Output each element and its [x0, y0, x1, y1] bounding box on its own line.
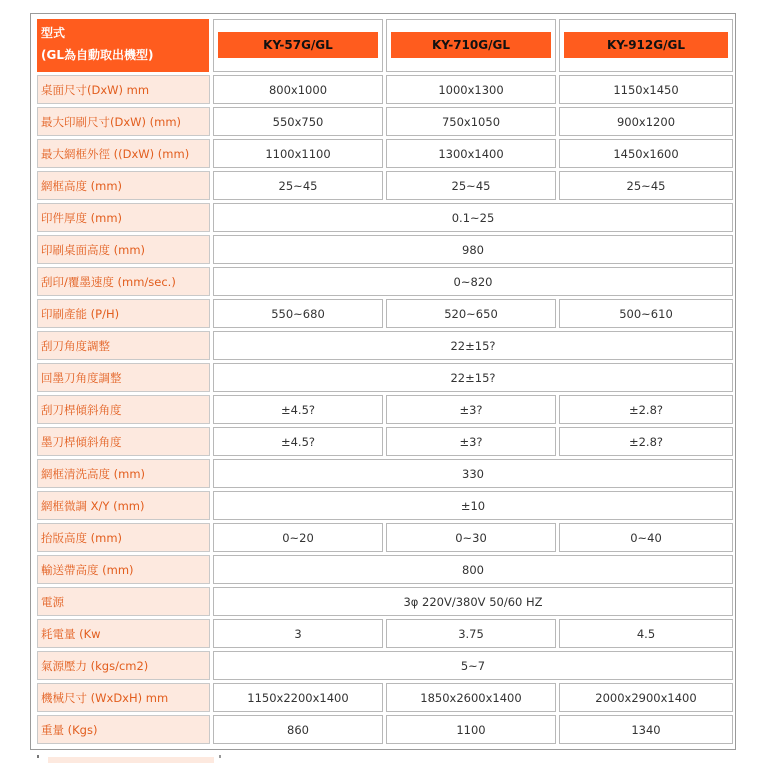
spec-label: 桌面尺寸(DxW) mm: [37, 75, 210, 104]
spec-value: 3: [213, 619, 383, 648]
model-name: KY-710G/GL: [391, 32, 551, 58]
spec-value: 1100x1100: [213, 139, 383, 168]
spec-value: 750x1050: [386, 107, 556, 136]
spec-value-all-models: 980: [213, 235, 733, 264]
spec-value: 2000x2900x1400: [559, 683, 733, 712]
spec-value-all-models: 330: [213, 459, 733, 488]
spec-label: 重量 (Kgs): [37, 715, 210, 744]
spec-value-all-models: 22±15?: [213, 331, 733, 360]
model-name: KY-57G/GL: [218, 32, 378, 58]
spec-label: 印件厚度 (mm): [37, 203, 210, 232]
spec-value: 500~610: [559, 299, 733, 328]
spec-value: 800x1000: [213, 75, 383, 104]
next-table-header-strip: [48, 757, 214, 763]
spec-value: 550~680: [213, 299, 383, 328]
model-name: KY-912G/GL: [564, 32, 728, 58]
spec-value: 1300x1400: [386, 139, 556, 168]
spec-value: 1850x2600x1400: [386, 683, 556, 712]
spec-value: 4.5: [559, 619, 733, 648]
spec-value: ±3?: [386, 395, 556, 424]
model-type-label: 型式: [41, 26, 66, 40]
spec-value: 550x750: [213, 107, 383, 136]
spec-label: 印刷桌面高度 (mm): [37, 235, 210, 264]
spec-label: 輸送帶高度 (mm): [37, 555, 210, 584]
spec-value: 25~45: [559, 171, 733, 200]
spec-value: 1150x1450: [559, 75, 733, 104]
spec-value: ±2.8?: [559, 395, 733, 424]
spec-value: ±4.5?: [213, 427, 383, 456]
auto-unload-note: (GL為自動取出機型): [41, 48, 154, 62]
spec-value: ±3?: [386, 427, 556, 456]
spec-value: ±2.8?: [559, 427, 733, 456]
spec-value: 1100: [386, 715, 556, 744]
model-type-header: [37, 19, 209, 72]
spec-value: 860: [213, 715, 383, 744]
spec-label: 最大網框外徑 ((DxW) (mm): [37, 139, 210, 168]
spec-value-all-models: 3φ 220V/380V 50/60 HZ: [213, 587, 733, 616]
spec-label: 印刷產能 (P/H): [37, 299, 210, 328]
spec-label: 回墨刀角度調整: [37, 363, 210, 392]
spec-label: 刮印/覆墨速度 (mm/sec.): [37, 267, 210, 296]
spec-value: 0~30: [386, 523, 556, 552]
spec-label: 電源: [37, 587, 210, 616]
spec-value: 1450x1600: [559, 139, 733, 168]
model-header-cell: [213, 19, 383, 72]
spec-label: 最大印刷尺寸(DxW) (mm): [37, 107, 210, 136]
spec-label: 抬版高度 (mm): [37, 523, 210, 552]
spec-label: 網框清洗高度 (mm): [37, 459, 210, 488]
spec-label: 氣源壓力 (kgs/cm2): [37, 651, 210, 680]
spec-label: 刮刀角度調整: [37, 331, 210, 360]
spec-label: 網框高度 (mm): [37, 171, 210, 200]
spec-label: 刮刀桿傾斜角度: [37, 395, 210, 424]
spec-value: 3.75: [386, 619, 556, 648]
spec-value-all-models: 22±15?: [213, 363, 733, 392]
spec-value-all-models: 0.1~25: [213, 203, 733, 232]
spec-value: 900x1200: [559, 107, 733, 136]
spec-value-all-models: ±10: [213, 491, 733, 520]
spec-value: 1340: [559, 715, 733, 744]
spec-value: 1000x1300: [386, 75, 556, 104]
spec-value: 25~45: [213, 171, 383, 200]
spec-value: 520~650: [386, 299, 556, 328]
model-header-cell: [386, 19, 556, 72]
spec-value-all-models: 0~820: [213, 267, 733, 296]
spec-value: 0~20: [213, 523, 383, 552]
spec-value: ±4.5?: [213, 395, 383, 424]
spec-label: 耗電量 (Kw: [37, 619, 210, 648]
model-header-cell: [559, 19, 733, 72]
spec-label: 墨刀桿傾斜角度: [37, 427, 210, 456]
spec-value-all-models: 5~7: [213, 651, 733, 680]
spec-value-all-models: 800: [213, 555, 733, 584]
spec-value: 1150x2200x1400: [213, 683, 383, 712]
spec-value: 0~40: [559, 523, 733, 552]
spec-label: 機械尺寸 (WxDxH) mm: [37, 683, 210, 712]
spec-value: 25~45: [386, 171, 556, 200]
spec-label: 網框微調 X/Y (mm): [37, 491, 210, 520]
